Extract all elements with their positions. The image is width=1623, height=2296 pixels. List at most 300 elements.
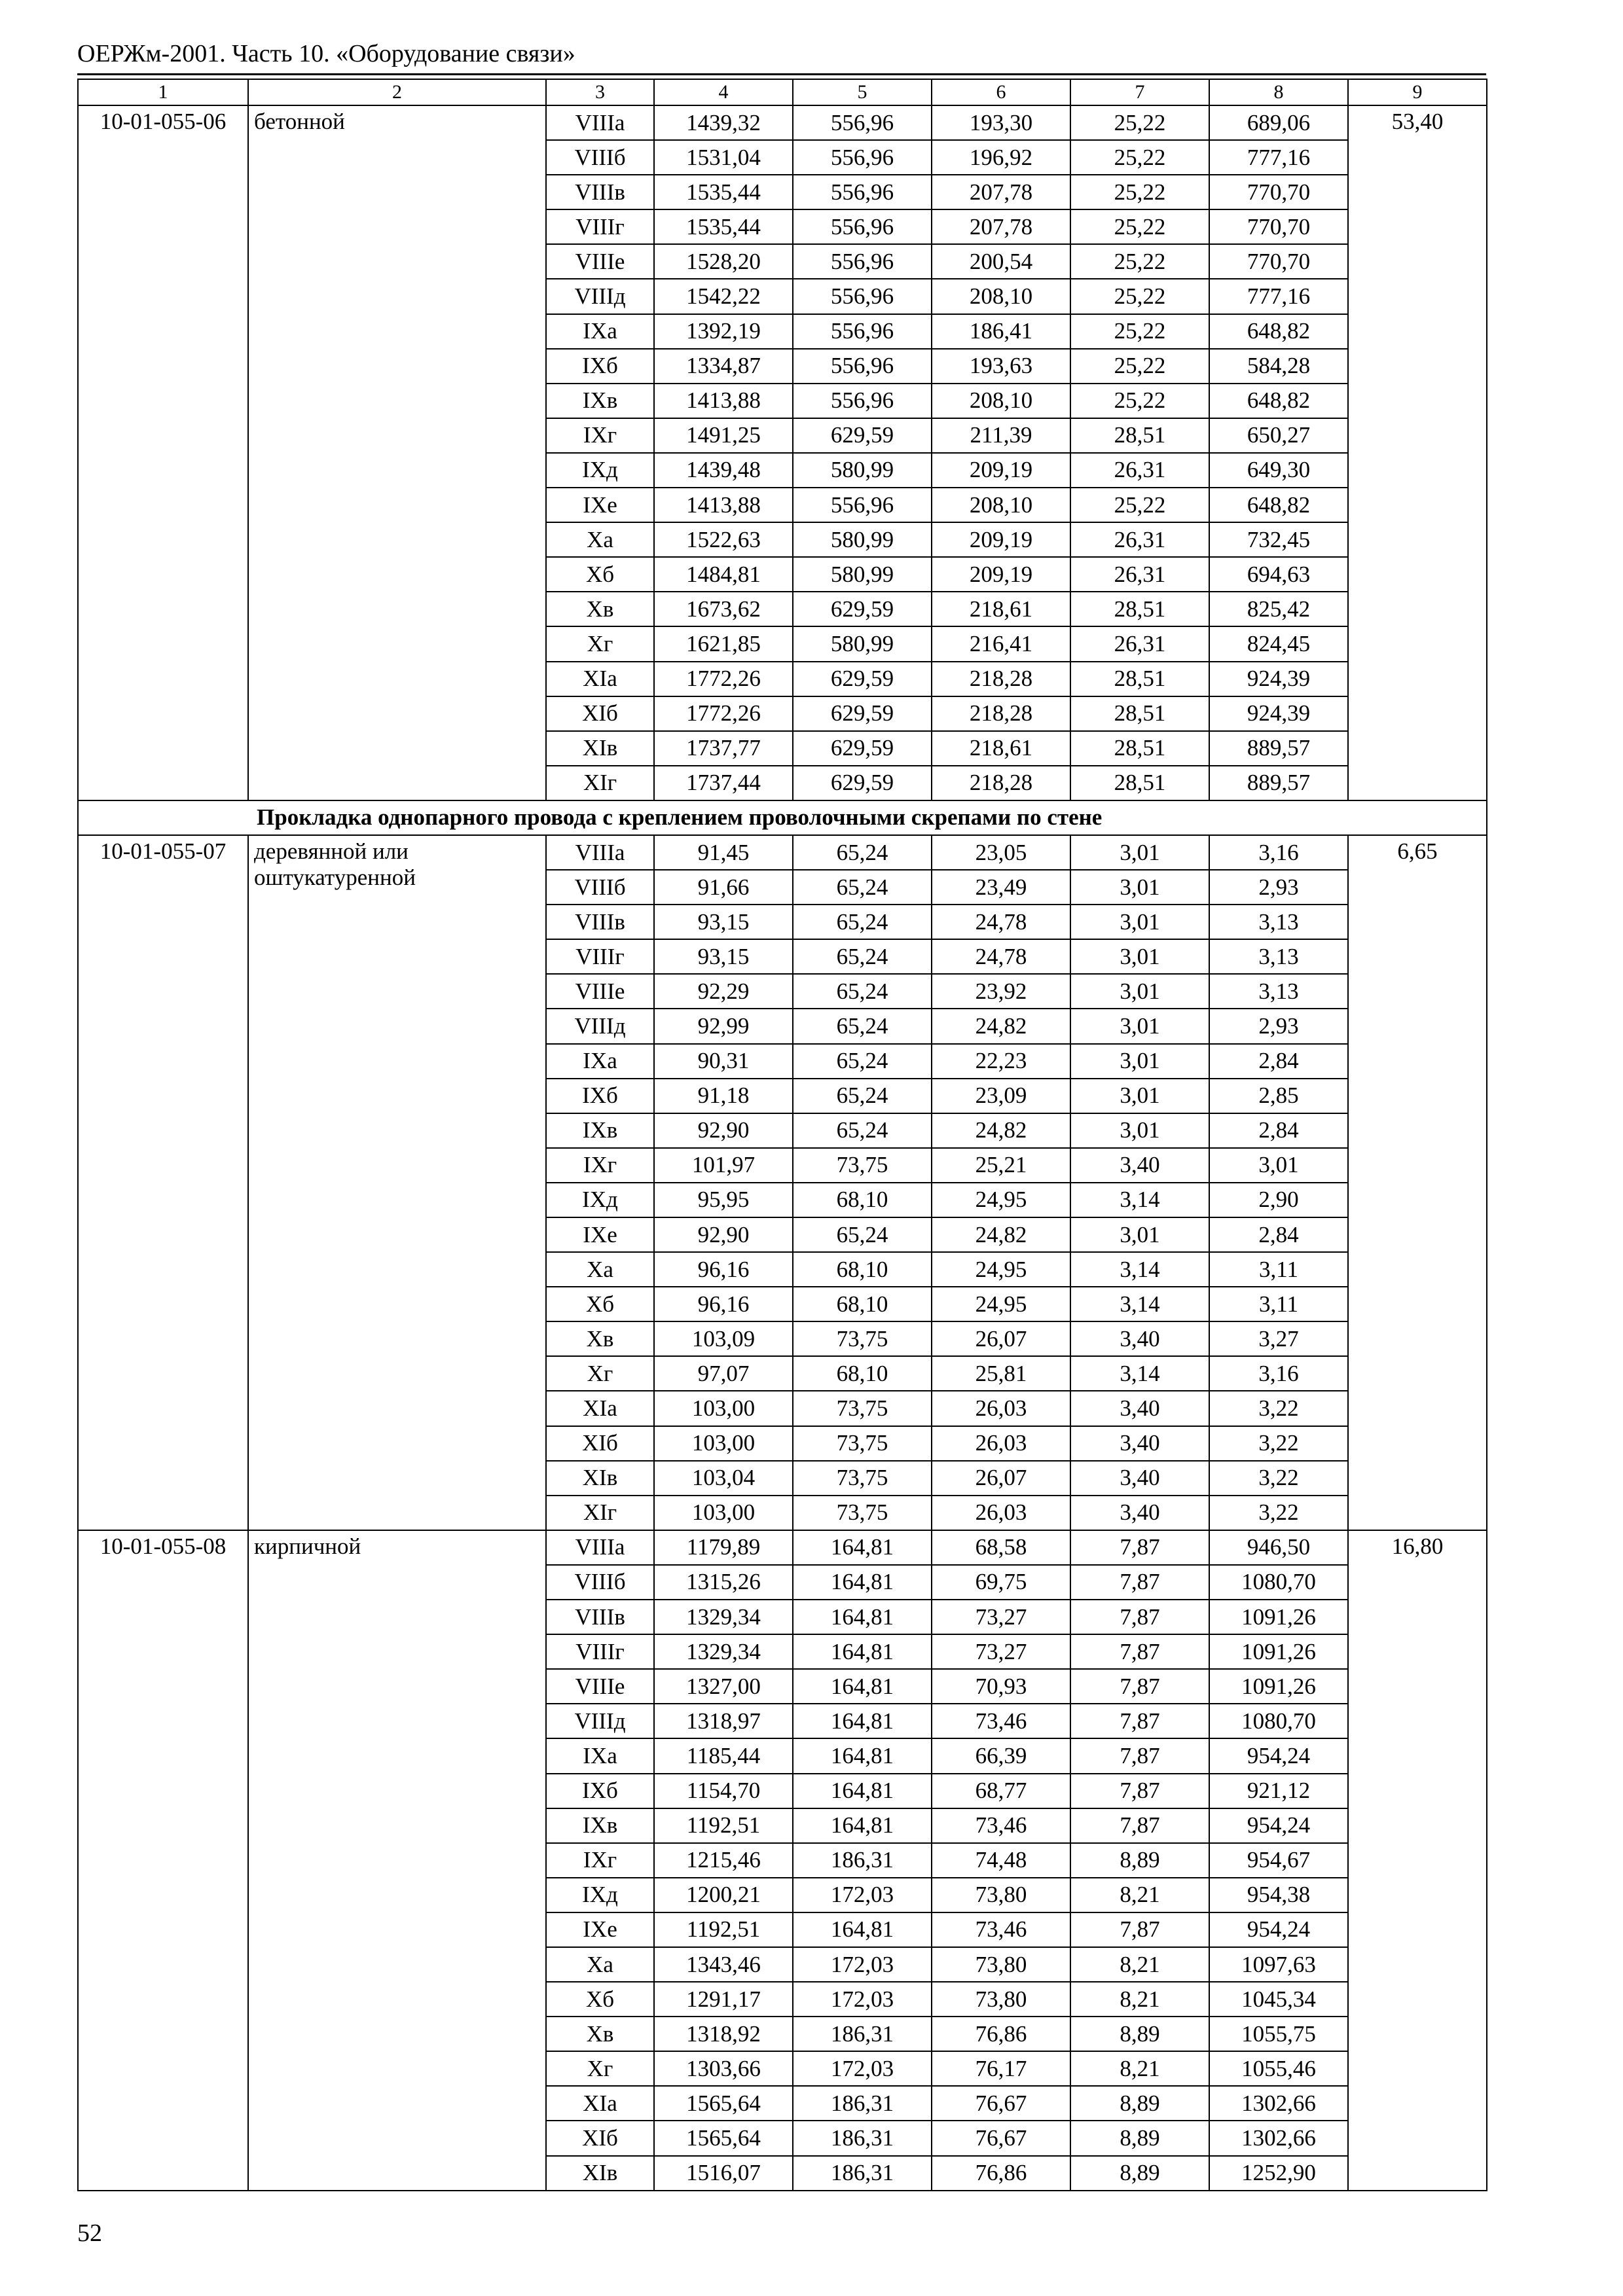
value-cell: 24,95 — [932, 1287, 1070, 1321]
value-cell: 3,14 — [1070, 1183, 1209, 1217]
value-cell: 25,22 — [1070, 209, 1209, 244]
value-cell: 580,99 — [793, 626, 932, 661]
value-cell: 1192,51 — [654, 1912, 793, 1947]
value-cell: 91,18 — [654, 1079, 793, 1113]
value-cell: 65,24 — [793, 974, 932, 1009]
value-cell: 96,16 — [654, 1252, 793, 1287]
value-cell: 3,01 — [1070, 974, 1209, 1009]
value-cell: 76,17 — [932, 2051, 1070, 2086]
value-cell: 8,89 — [1070, 2086, 1209, 2121]
value-cell: 1621,85 — [654, 626, 793, 661]
value-cell: 216,41 — [932, 626, 1070, 661]
value-cell: 954,24 — [1209, 1808, 1348, 1843]
value-cell: 76,67 — [932, 2086, 1070, 2121]
value-cell: IXа — [546, 314, 654, 349]
value-cell: 25,22 — [1070, 279, 1209, 314]
value-cell: 208,10 — [932, 384, 1070, 418]
value-cell: 186,41 — [932, 314, 1070, 349]
value-cell: 65,24 — [793, 1044, 932, 1079]
value-cell: 68,10 — [793, 1252, 932, 1287]
value-cell: IXг — [546, 1843, 654, 1878]
value-cell: Xа — [546, 1947, 654, 1982]
value-cell: 2,84 — [1209, 1113, 1348, 1148]
value-cell: 556,96 — [793, 349, 932, 384]
value-cell: 164,81 — [793, 1530, 932, 1565]
value-cell: 3,16 — [1209, 1356, 1348, 1391]
value-cell: 3,13 — [1209, 939, 1348, 974]
value-cell: 24,82 — [932, 1217, 1070, 1252]
price-table — [77, 79, 1487, 2191]
value-cell: XIв — [546, 731, 654, 766]
value-cell: 3,13 — [1209, 974, 1348, 1009]
value-cell: 209,19 — [932, 557, 1070, 592]
header-rule — [77, 73, 1486, 75]
section-heading-row — [78, 800, 1487, 835]
value-cell: 1055,75 — [1209, 2017, 1348, 2051]
value-cell: 777,16 — [1209, 279, 1348, 314]
value-cell: 825,42 — [1209, 592, 1348, 626]
value-cell: VIIIа — [546, 105, 654, 140]
value-cell: 76,86 — [932, 2017, 1070, 2051]
value-cell: VIIIд — [546, 1704, 654, 1738]
value-cell: 209,19 — [932, 453, 1070, 488]
value-cell: 73,75 — [793, 1148, 932, 1183]
value-cell: 164,81 — [793, 1634, 932, 1669]
value-cell: 193,63 — [932, 349, 1070, 384]
value-cell: 1055,46 — [1209, 2051, 1348, 2086]
value-cell: 3,22 — [1209, 1496, 1348, 1530]
value-cell: IXа — [546, 1738, 654, 1773]
value-cell: IXа — [546, 1044, 654, 1079]
value-cell: 732,45 — [1209, 522, 1348, 557]
value-cell: 8,89 — [1070, 2121, 1209, 2155]
value-cell: 629,59 — [793, 696, 932, 731]
value-cell: 103,00 — [654, 1426, 793, 1461]
value-cell: 629,59 — [793, 418, 932, 453]
value-cell: 1516,07 — [654, 2156, 793, 2191]
value-cell: 3,01 — [1070, 870, 1209, 905]
value-cell: Xа — [546, 1252, 654, 1287]
value-cell: 1091,26 — [1209, 1669, 1348, 1704]
value-cell: 1531,04 — [654, 140, 793, 175]
value-cell: 777,16 — [1209, 140, 1348, 175]
value-cell: 1315,26 — [654, 1565, 793, 1600]
value-cell: IXб — [546, 349, 654, 384]
value-cell: 580,99 — [793, 557, 932, 592]
value-cell: XIб — [546, 2121, 654, 2155]
value-cell: 1192,51 — [654, 1808, 793, 1843]
value-cell: VIIIв — [546, 905, 654, 939]
value-cell: 103,09 — [654, 1321, 793, 1356]
value-cell: VIIIв — [546, 175, 654, 209]
value-cell: 3,40 — [1070, 1426, 1209, 1461]
value-cell: 556,96 — [793, 140, 932, 175]
value-cell: IXв — [546, 384, 654, 418]
value-cell: 218,28 — [932, 662, 1070, 696]
value-cell: 208,10 — [932, 279, 1070, 314]
value-cell: 556,96 — [793, 488, 932, 522]
value-cell: IXе — [546, 1912, 654, 1947]
value-cell: 218,28 — [932, 766, 1070, 800]
value-cell: 196,92 — [932, 140, 1070, 175]
value-cell: VIIIа — [546, 835, 654, 870]
value-cell: VIIIд — [546, 1009, 654, 1043]
value-cell: 3,11 — [1209, 1287, 1348, 1321]
value-cell: 164,81 — [793, 1565, 932, 1600]
value-cell: VIIIе — [546, 1669, 654, 1704]
value-cell: 8,89 — [1070, 1843, 1209, 1878]
value-cell: 1439,32 — [654, 105, 793, 140]
value-cell: 24,78 — [932, 905, 1070, 939]
value-cell: 2,85 — [1209, 1079, 1348, 1113]
value-cell: 23,05 — [932, 835, 1070, 870]
value-cell: 770,70 — [1209, 244, 1348, 279]
value-cell: 92,99 — [654, 1009, 793, 1043]
value-cell: 172,03 — [793, 2051, 932, 2086]
value-cell: 1091,26 — [1209, 1600, 1348, 1634]
value-cell: 25,22 — [1070, 349, 1209, 384]
value-cell: 1329,34 — [654, 1600, 793, 1634]
value-cell: 8,21 — [1070, 2051, 1209, 2086]
value-cell: 8,21 — [1070, 1878, 1209, 1912]
value-cell: XIа — [546, 2086, 654, 2121]
value-cell: IXд — [546, 1183, 654, 1217]
value-cell: 164,81 — [793, 1808, 932, 1843]
value-cell: 1091,26 — [1209, 1634, 1348, 1669]
column-number-cell: 9 — [1348, 79, 1487, 105]
extra-cell: 16,80 — [1348, 1530, 1487, 2191]
section-heading: Прокладка однопарного провода с креплением проволочными скрепами по стене — [78, 800, 1487, 835]
table-row — [78, 105, 1487, 140]
value-cell: 24,95 — [932, 1183, 1070, 1217]
value-cell: 218,61 — [932, 731, 1070, 766]
page-number: 52 — [77, 2219, 102, 2247]
value-cell: 172,03 — [793, 1982, 932, 2017]
value-cell: 24,78 — [932, 939, 1070, 974]
value-cell: 8,21 — [1070, 1982, 1209, 2017]
value-cell: 7,87 — [1070, 1912, 1209, 1947]
value-cell: 1542,22 — [654, 279, 793, 314]
value-cell: 3,11 — [1209, 1252, 1348, 1287]
value-cell: 1329,34 — [654, 1634, 793, 1669]
value-cell: VIIIб — [546, 870, 654, 905]
value-cell: 186,31 — [793, 2121, 932, 2155]
name-cell: бетонной — [248, 105, 546, 800]
value-cell: 73,75 — [793, 1426, 932, 1461]
value-cell: 8,21 — [1070, 1947, 1209, 1982]
value-cell: 207,78 — [932, 209, 1070, 244]
name-cell: кирпичной — [248, 1530, 546, 2191]
value-cell: VIIIг — [546, 1634, 654, 1669]
value-cell: 103,00 — [654, 1496, 793, 1530]
value-cell: 1302,66 — [1209, 2121, 1348, 2155]
value-cell: 23,92 — [932, 974, 1070, 1009]
column-number-cell: 1 — [78, 79, 248, 105]
value-cell: 1080,70 — [1209, 1565, 1348, 1600]
value-cell: 556,96 — [793, 314, 932, 349]
value-cell: 556,96 — [793, 279, 932, 314]
value-cell: 1673,62 — [654, 592, 793, 626]
value-cell: 3,40 — [1070, 1148, 1209, 1183]
value-cell: VIIIг — [546, 939, 654, 974]
value-cell: 24,82 — [932, 1113, 1070, 1148]
extra-cell: 6,65 — [1348, 835, 1487, 1530]
value-cell: IXд — [546, 453, 654, 488]
value-cell: 92,29 — [654, 974, 793, 1009]
value-cell: 1484,81 — [654, 557, 793, 592]
value-cell: 22,23 — [932, 1044, 1070, 1079]
value-cell: 1318,97 — [654, 1704, 793, 1738]
value-cell: Xв — [546, 592, 654, 626]
value-cell: 7,87 — [1070, 1704, 1209, 1738]
value-cell: 1080,70 — [1209, 1704, 1348, 1738]
value-cell: 68,10 — [793, 1287, 932, 1321]
column-number-cell: 6 — [932, 79, 1070, 105]
value-cell: 1565,64 — [654, 2121, 793, 2155]
value-cell: VIIIг — [546, 209, 654, 244]
value-cell: 3,22 — [1209, 1461, 1348, 1496]
value-cell: 207,78 — [932, 175, 1070, 209]
value-cell: 556,96 — [793, 105, 932, 140]
value-cell: 65,24 — [793, 905, 932, 939]
extra-cell: 53,40 — [1348, 105, 1487, 800]
value-cell: 1097,63 — [1209, 1947, 1348, 1982]
value-cell: 73,80 — [932, 1982, 1070, 2017]
value-cell: 580,99 — [793, 453, 932, 488]
page-header-title: ОЕРЖм-2001. Часть 10. «Оборудование связи» — [77, 40, 575, 67]
value-cell: 92,90 — [654, 1217, 793, 1252]
value-cell: 954,67 — [1209, 1843, 1348, 1878]
value-cell: 3,22 — [1209, 1391, 1348, 1426]
value-cell: XIг — [546, 766, 654, 800]
value-cell: 921,12 — [1209, 1774, 1348, 1808]
value-cell: 186,31 — [793, 2086, 932, 2121]
value-cell: 824,45 — [1209, 626, 1348, 661]
value-cell: VIIIе — [546, 244, 654, 279]
column-number-cell: 3 — [546, 79, 654, 105]
value-cell: 3,01 — [1070, 1009, 1209, 1043]
value-cell: 629,59 — [793, 731, 932, 766]
value-cell: 68,10 — [793, 1356, 932, 1391]
value-cell: 1334,87 — [654, 349, 793, 384]
value-cell: 76,67 — [932, 2121, 1070, 2155]
value-cell: 3,01 — [1070, 835, 1209, 870]
value-cell: 25,22 — [1070, 244, 1209, 279]
value-cell: 3,01 — [1070, 905, 1209, 939]
value-cell: 26,31 — [1070, 626, 1209, 661]
value-cell: 26,03 — [932, 1496, 1070, 1530]
value-cell: 556,96 — [793, 175, 932, 209]
table-row — [78, 1530, 1487, 1565]
code-cell: 10-01-055-08 — [78, 1530, 248, 2191]
column-number-cell: 7 — [1070, 79, 1209, 105]
value-cell: 648,82 — [1209, 488, 1348, 522]
value-cell: 1302,66 — [1209, 2086, 1348, 2121]
value-cell: 584,28 — [1209, 349, 1348, 384]
value-cell: 3,40 — [1070, 1496, 1209, 1530]
value-cell: 23,49 — [932, 870, 1070, 905]
value-cell: 924,39 — [1209, 696, 1348, 731]
value-cell: 93,15 — [654, 939, 793, 974]
value-cell: VIIIв — [546, 1600, 654, 1634]
value-cell: 1215,46 — [654, 1843, 793, 1878]
value-cell: 954,38 — [1209, 1878, 1348, 1912]
value-cell: 1392,19 — [654, 314, 793, 349]
value-cell: IXг — [546, 1148, 654, 1183]
value-cell: 97,07 — [654, 1356, 793, 1391]
value-cell: 25,81 — [932, 1356, 1070, 1391]
value-cell: 186,31 — [793, 1843, 932, 1878]
value-cell: 7,87 — [1070, 1808, 1209, 1843]
column-number-cell: 2 — [248, 79, 546, 105]
value-cell: 65,24 — [793, 1217, 932, 1252]
value-cell: 74,48 — [932, 1843, 1070, 1878]
value-cell: 7,87 — [1070, 1669, 1209, 1704]
value-cell: IXб — [546, 1774, 654, 1808]
value-cell: 66,39 — [932, 1738, 1070, 1773]
value-cell: 2,93 — [1209, 870, 1348, 905]
value-cell: Xв — [546, 2017, 654, 2051]
value-cell: VIIIа — [546, 1530, 654, 1565]
value-cell: IXе — [546, 488, 654, 522]
value-cell: 68,77 — [932, 1774, 1070, 1808]
value-cell: 172,03 — [793, 1947, 932, 1982]
value-cell: 73,27 — [932, 1634, 1070, 1669]
value-cell: 1318,92 — [654, 2017, 793, 2051]
value-cell: 650,27 — [1209, 418, 1348, 453]
value-cell: 629,59 — [793, 766, 932, 800]
value-cell: 7,87 — [1070, 1530, 1209, 1565]
value-cell: 25,22 — [1070, 105, 1209, 140]
value-cell: 70,93 — [932, 1669, 1070, 1704]
value-cell: 92,90 — [654, 1113, 793, 1148]
value-cell: 1772,26 — [654, 662, 793, 696]
value-cell: 649,30 — [1209, 453, 1348, 488]
value-cell: 7,87 — [1070, 1774, 1209, 1808]
value-cell: 1303,66 — [654, 2051, 793, 2086]
value-cell: 65,24 — [793, 1009, 932, 1043]
value-cell: IXв — [546, 1113, 654, 1148]
value-cell: 218,61 — [932, 592, 1070, 626]
value-cell: 3,40 — [1070, 1391, 1209, 1426]
value-cell: 25,22 — [1070, 384, 1209, 418]
value-cell: 1343,46 — [654, 1947, 793, 1982]
value-cell: 1772,26 — [654, 696, 793, 731]
value-cell: 24,82 — [932, 1009, 1070, 1043]
value-cell: 76,86 — [932, 2156, 1070, 2191]
value-cell: 28,51 — [1070, 731, 1209, 766]
value-cell: VIIIд — [546, 279, 654, 314]
value-cell: 164,81 — [793, 1912, 932, 1947]
value-cell: 73,27 — [932, 1600, 1070, 1634]
value-cell: 28,51 — [1070, 696, 1209, 731]
value-cell: 1045,34 — [1209, 1982, 1348, 2017]
value-cell: 211,39 — [932, 418, 1070, 453]
value-cell: 629,59 — [793, 662, 932, 696]
value-cell: 73,75 — [793, 1321, 932, 1356]
value-cell: 65,24 — [793, 835, 932, 870]
value-cell: 26,31 — [1070, 557, 1209, 592]
value-cell: 73,80 — [932, 1947, 1070, 1982]
value-cell: 556,96 — [793, 244, 932, 279]
value-cell: 91,45 — [654, 835, 793, 870]
value-cell: 1535,44 — [654, 175, 793, 209]
value-cell: 186,31 — [793, 2017, 932, 2051]
value-cell: 28,51 — [1070, 766, 1209, 800]
value-cell: 7,87 — [1070, 1634, 1209, 1669]
value-cell: 1185,44 — [654, 1738, 793, 1773]
table-row — [78, 835, 1487, 870]
value-cell: 26,31 — [1070, 522, 1209, 557]
value-cell: IXб — [546, 1079, 654, 1113]
value-cell: 3,40 — [1070, 1461, 1209, 1496]
value-cell: 3,14 — [1070, 1287, 1209, 1321]
value-cell: 69,75 — [932, 1565, 1070, 1600]
value-cell: Xг — [546, 1356, 654, 1391]
value-cell: 93,15 — [654, 905, 793, 939]
value-cell: 3,01 — [1070, 939, 1209, 974]
value-cell: 209,19 — [932, 522, 1070, 557]
value-cell: 556,96 — [793, 384, 932, 418]
value-cell: 25,22 — [1070, 140, 1209, 175]
value-cell: 946,50 — [1209, 1530, 1348, 1565]
value-cell: 2,84 — [1209, 1217, 1348, 1252]
value-cell: 103,00 — [654, 1391, 793, 1426]
value-cell: 73,46 — [932, 1912, 1070, 1947]
value-cell: 1154,70 — [654, 1774, 793, 1808]
code-cell: 10-01-055-07 — [78, 835, 248, 1530]
value-cell: VIIIе — [546, 974, 654, 1009]
value-cell: XIб — [546, 696, 654, 731]
value-cell: 7,87 — [1070, 1738, 1209, 1773]
value-cell: XIв — [546, 2156, 654, 2191]
value-cell: 164,81 — [793, 1738, 932, 1773]
value-cell: 218,28 — [932, 696, 1070, 731]
value-cell: XIа — [546, 662, 654, 696]
value-cell: 95,95 — [654, 1183, 793, 1217]
value-cell: 2,90 — [1209, 1183, 1348, 1217]
value-cell: 24,95 — [932, 1252, 1070, 1287]
value-cell: 1565,64 — [654, 2086, 793, 2121]
value-cell: IXе — [546, 1217, 654, 1252]
column-number-cell: 4 — [654, 79, 793, 105]
value-cell: 73,46 — [932, 1808, 1070, 1843]
code-cell: 10-01-055-06 — [78, 105, 248, 800]
name-cell: деревянной или оштукатуренной — [248, 835, 546, 1530]
value-cell: 96,16 — [654, 1287, 793, 1321]
value-cell: 689,06 — [1209, 105, 1348, 140]
value-cell: 1737,77 — [654, 731, 793, 766]
value-cell: 25,22 — [1070, 175, 1209, 209]
value-cell: 8,89 — [1070, 2156, 1209, 2191]
value-cell: 1291,17 — [654, 1982, 793, 2017]
value-cell: XIв — [546, 1461, 654, 1496]
value-cell: 7,87 — [1070, 1600, 1209, 1634]
value-cell: 3,27 — [1209, 1321, 1348, 1356]
value-cell: 3,13 — [1209, 905, 1348, 939]
table-body — [78, 79, 1487, 2191]
value-cell: 26,03 — [932, 1391, 1070, 1426]
value-cell: VIIIб — [546, 1565, 654, 1600]
value-cell: IXв — [546, 1808, 654, 1843]
value-cell: 3,01 — [1070, 1217, 1209, 1252]
value-cell: 28,51 — [1070, 592, 1209, 626]
value-cell: 73,80 — [932, 1878, 1070, 1912]
value-cell: 3,40 — [1070, 1321, 1209, 1356]
value-cell: Xб — [546, 557, 654, 592]
value-cell: 1737,44 — [654, 766, 793, 800]
value-cell: 954,24 — [1209, 1912, 1348, 1947]
